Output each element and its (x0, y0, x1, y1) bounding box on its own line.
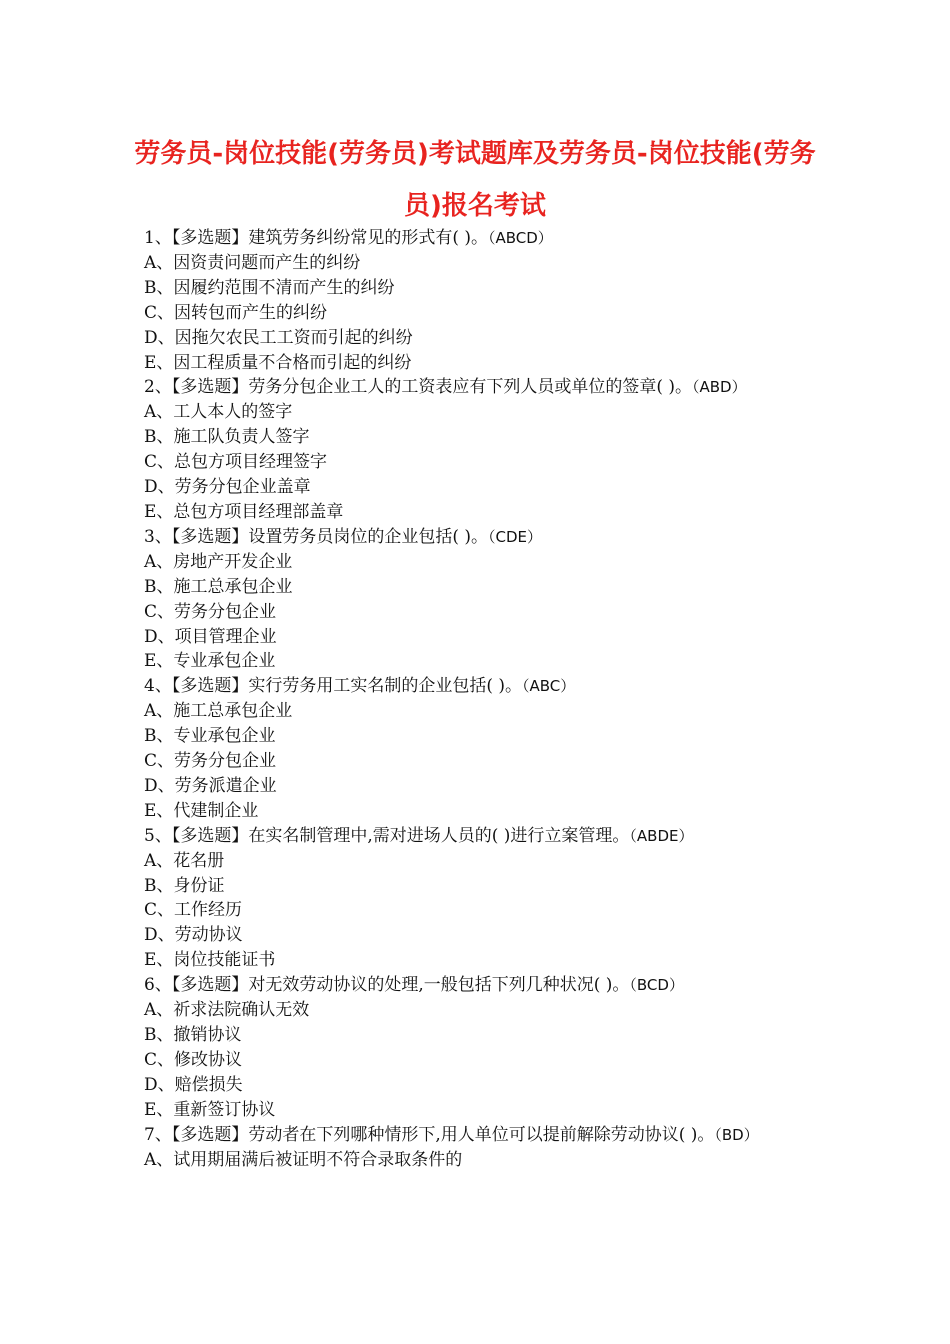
answer-key: （ABC） (521, 677, 576, 696)
question-text: 7、【多选题】劳动者在下列哪种情形下,用人单位可以提前解除劳动协议( )。 (144, 1124, 715, 1145)
answer-option: C、劳务分包企业 (144, 601, 277, 622)
question-text: 6、【多选题】对无效劳动协议的处理,一般包括下列几种状况( )。 (144, 975, 630, 996)
answer-option: D、劳动协议 (144, 925, 243, 946)
answer-option: A、试用期届满后被证明不符合录取条件的 (144, 1149, 463, 1170)
answer-option: B、撤销协议 (144, 1025, 242, 1045)
question-text: 5、【多选题】在实名制管理中,需对进场人员的( )进行立案管理。 (144, 825, 630, 846)
answer-option: A、花名册 (144, 850, 225, 871)
answer-key: （ABCD） (487, 229, 553, 247)
answer-option: E、总包方项目经理部盖章 (144, 501, 344, 522)
answer-option: C、劳务分包企业 (144, 751, 277, 772)
answer-option: A、祈求法院确认无效 (144, 1000, 310, 1021)
question-stem (144, 824, 824, 849)
question-stem (144, 375, 824, 400)
answer-option: D、因拖欠农民工工资而引起的纠纷 (144, 327, 413, 348)
question-text: 1、【多选题】建筑劳务纠纷常见的形式有( )。 (144, 228, 488, 248)
answer-option: D、赔偿损失 (144, 1074, 243, 1095)
question-text: 4、【多选题】实行劳务用工实名制的企业包括( )。 (144, 676, 522, 697)
answer-option: D、项目管理企业 (144, 626, 277, 647)
answer-option: E、因工程质量不合格而引起的纠纷 (144, 352, 412, 373)
answer-key: （ABD） (691, 378, 747, 397)
answer-option: A、房地产开发企业 (144, 551, 293, 572)
answer-option: E、岗位技能证书 (144, 950, 276, 971)
answer-option: B、施工队负责人签字 (144, 427, 310, 448)
answer-option: A、施工总承包企业 (144, 701, 293, 722)
document-title: 劳务员-岗位技能(劳务员)考试题库及劳务员-岗位技能(劳务员)报名考试 (134, 139, 816, 221)
question-list (144, 226, 824, 1172)
answer-option: C、工作经历 (144, 900, 243, 921)
answer-option: B、施工总承包企业 (144, 576, 293, 597)
answer-option: A、工人本人的签字 (144, 402, 293, 423)
answer-option: E、重新签订协议 (144, 1099, 276, 1120)
answer-option: B、专业承包企业 (144, 726, 276, 747)
answer-option: C、修改协议 (144, 1049, 243, 1070)
question-text: 2、【多选题】劳务分包企业工人的工资表应有下列人员或单位的签章( )。 (144, 377, 692, 398)
question-stem (144, 674, 824, 699)
question-text: 3、【多选题】设置劳务员岗位的企业包括( )。 (144, 526, 488, 547)
answer-option: E、专业承包企业 (144, 651, 276, 672)
question-stem (144, 226, 824, 251)
answer-key: （CDE） (487, 527, 542, 546)
question-stem (144, 1123, 824, 1148)
answer-option: E、代建制企业 (144, 800, 259, 821)
answer-option: D、劳务派遣企业 (144, 775, 277, 796)
answer-option: B、因履约范围不清而产生的纠纷 (144, 277, 395, 298)
answer-key: （ABDE） (629, 826, 694, 845)
answer-option: C、总包方项目经理签字 (144, 452, 328, 473)
answer-option: C、因转包而产生的纠纷 (144, 302, 328, 323)
question-stem (144, 525, 824, 550)
answer-option: B、身份证 (144, 875, 225, 896)
question-stem (144, 973, 824, 998)
answer-key: （BD） (714, 1125, 759, 1144)
answer-key: （BCD） (629, 976, 684, 995)
answer-option: D、劳务分包企业盖章 (144, 477, 311, 498)
answer-option: A、因资责问题而产生的纠纷 (144, 252, 361, 273)
